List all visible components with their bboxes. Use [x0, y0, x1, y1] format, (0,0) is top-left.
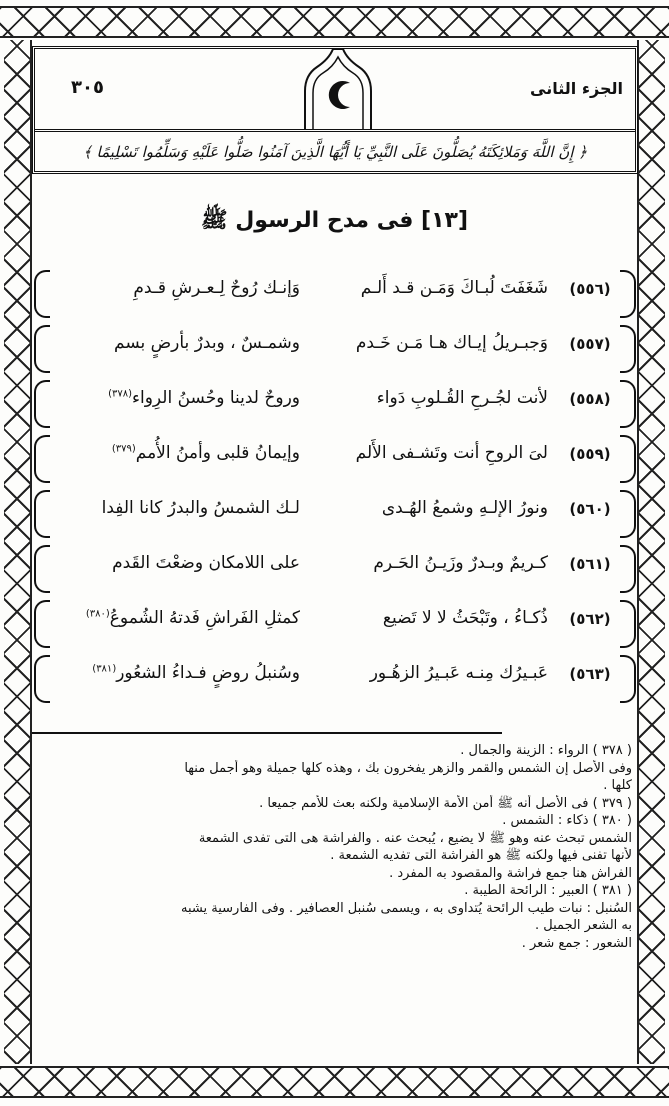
left-bracket [34, 545, 50, 593]
footnote-line: كلها . [603, 778, 632, 793]
left-bracket [34, 655, 50, 703]
verse-row [32, 323, 638, 378]
footnote-line: السُنبل : نبات طيب الرائحة يُتداوى به ، ويسمى سُنبل العصافير . وفى الفارسية يشبه [181, 900, 632, 916]
second-hemistich [54, 278, 300, 298]
second-hemistich-text: كمثلِ الفَراشِ فَدتهُ الشُموعُ [109, 608, 300, 628]
right-bracket [620, 490, 636, 538]
page-header [32, 46, 638, 174]
verse-row [32, 598, 638, 653]
first-hemistich: لىَ الروحِ أنت وتَشـفى الأَلم [355, 443, 548, 463]
second-hemistich-text: وشمـسٌ ، وبدرٌ بأرضٍ بسم [114, 333, 300, 353]
header-row [35, 49, 635, 132]
second-hemistich-text: لـك الشمسُ والبدرُ كانا الفِدا [101, 498, 300, 518]
left-ornamental-border [4, 40, 32, 1064]
left-bracket [34, 490, 50, 538]
first-hemistich: شَغَفَتَ لُبـاكَ وَمَـن قـد أَلـم [360, 278, 548, 298]
right-bracket [620, 545, 636, 593]
right-bracket [620, 270, 636, 318]
verse-number: (٥٦٢) [569, 610, 611, 628]
verse-row [32, 543, 638, 598]
part-label: الجزء الثانى [530, 79, 623, 98]
footnotes [36, 742, 632, 952]
second-hemistich [54, 498, 300, 518]
verse-number: (٥٦٠) [569, 500, 611, 518]
footnote-line: وفى الأصل إن الشمس والقمر والزهر يفخرون بك ، وهذه كلها جميلة وهو أجمل منها [184, 760, 632, 776]
footnote-line: الشعور : جمع شعر . [521, 935, 632, 951]
second-hemistich-text: وَإنـك رُوحٌ لِـعـرشِ قـدمِ [133, 278, 300, 298]
left-bracket [34, 325, 50, 373]
first-hemistich: ذُكـاءُ ، وتَبْحَثُ لا لا تَضيع [382, 608, 548, 628]
first-hemistich: ونورُ الإلـهِ وشمعُ الهُـدى [381, 498, 548, 518]
second-hemistich [54, 333, 300, 353]
footnote-line: ( ٣٨٠ ) ذكاء : الشمس . [502, 813, 632, 828]
footnote-line: لأنها تفنى فيها ولكنه ﷺ هو الفراشة التى تفديه الشمعة . [330, 848, 632, 863]
second-hemistich [54, 553, 300, 573]
second-hemistich [54, 608, 300, 628]
left-bracket [34, 600, 50, 648]
verse-row [32, 433, 638, 488]
verse-number: (٥٥٩) [569, 445, 611, 463]
verse-row [32, 488, 638, 543]
left-bracket [34, 380, 50, 428]
verse-number: (٥٥٦) [569, 280, 611, 298]
second-hemistich [54, 443, 300, 463]
footnote-line: به الشعر الجميل . [535, 918, 632, 933]
left-bracket [34, 270, 50, 318]
left-bracket [34, 435, 50, 483]
section-title: [١٣] فى مدح الرسول ﷺ [200, 208, 469, 233]
first-hemistich: عَبـيرُك مِنـه عَبـيرُ الزهُـور [369, 663, 548, 683]
footnote-line: ( ٣٨١ ) العبير : الرائحة الطيبة . [464, 883, 632, 898]
verse-number: (٥٥٨) [569, 390, 611, 408]
footnote-ref: (٣٨١) [92, 663, 117, 675]
poem [32, 268, 638, 708]
footnote-divider [32, 732, 502, 734]
second-hemistich-text: على اللامكان وضعْتَ القَدم [112, 553, 300, 573]
second-hemistich-text: وسُنبلُ روضٍ فـداءُ الشعُور [116, 663, 300, 683]
right-bracket [620, 600, 636, 648]
verse-number: (٥٦٣) [569, 665, 611, 683]
top-ornamental-border [0, 6, 669, 38]
verse-row [32, 268, 638, 323]
verse-row [32, 653, 638, 708]
right-bracket [620, 325, 636, 373]
right-bracket [620, 655, 636, 703]
first-hemistich: لأنت لجُـرحِ القُـلوبِ دَواء [376, 388, 548, 408]
right-bracket [620, 380, 636, 428]
footnote-line: ( ٣٧٨ ) الرواء : الزينة والجمال . [460, 743, 632, 758]
right-ornamental-border [637, 40, 665, 1064]
verse-number: (٥٦١) [569, 555, 611, 573]
right-bracket [620, 435, 636, 483]
first-hemistich: وَجبـريلُ إيـاك هـا مَـن خَـدم [355, 333, 548, 353]
footnote-ref: (٣٧٨) [108, 388, 132, 400]
crescent-arch-icon [303, 45, 373, 129]
page-number: ٣٠٥ [71, 77, 104, 98]
footnote-line: ( ٣٧٩ ) فى الأصل أنه ﷺ أمن الأمة الإسلامية ولكنه بعث للأمم جميعا . [259, 795, 632, 811]
first-hemistich: كـريمٌ وبـدرٌ وزَيـنُ الحَـرم [373, 553, 548, 573]
footnote-ref: (٣٧٩) [111, 443, 136, 455]
verse-number: (٥٥٧) [569, 335, 611, 353]
verse-row [32, 378, 638, 433]
footnote-ref: (٣٨٠) [85, 608, 110, 620]
footnote-line: الفراش هنا جمع فراشة والمقصود به المفرد . [389, 865, 632, 881]
second-hemistich-text: وروحٌ لدينا وحُسنُ الرِواء [132, 388, 300, 408]
second-hemistich-text: وإيمانُ قلبى وأمنُ الأُمم [135, 443, 300, 463]
second-hemistich [54, 388, 300, 408]
second-hemistich [54, 663, 300, 683]
footnote-line: الشمس تبحث عنه وهو ﷺ لا يضيع ، يُبحث عنه . والفراشة هى التى تفدى الشمعة [198, 830, 632, 846]
bottom-ornamental-border [0, 1066, 669, 1098]
quran-verse-band: ﴿ إِنَّ اللَّهَ وَمَلائِكَتَهُ يُصَلُّونَ عَلَى النَّبِيِّ يَا أَيُّهَا الَّذِينَ آمَنُوا صَلُّوا عَلَيْهِ وَسَلِّمُوا تَسْلِيمًا ﴾ [82, 143, 588, 161]
